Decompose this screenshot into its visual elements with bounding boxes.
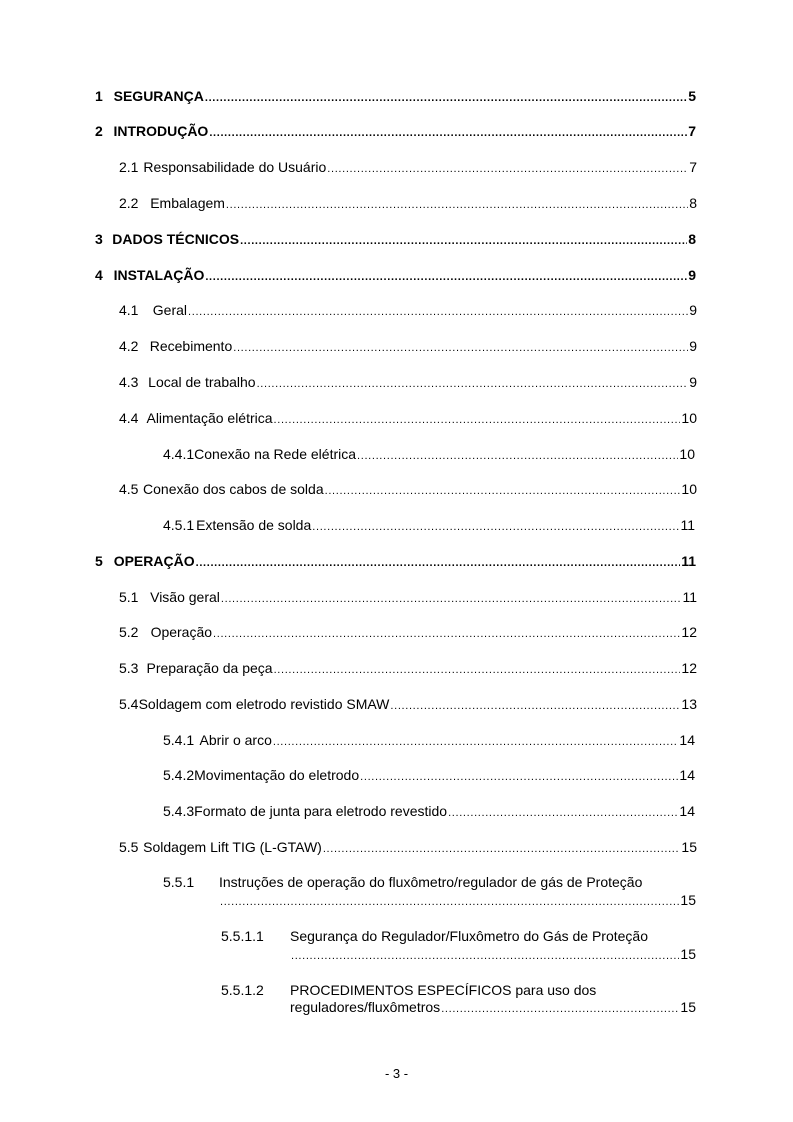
- toc-number: 4.5.1: [163, 517, 195, 533]
- toc-entry-5-3[interactable]: [119, 660, 697, 679]
- toc-entry-4-4-1[interactable]: [163, 446, 695, 465]
- dot-leader: [390, 698, 680, 715]
- toc-title: Preparação da peça: [146, 660, 273, 676]
- dot-leader: [325, 483, 681, 500]
- toc-title: INSTALAÇÃO: [113, 267, 205, 283]
- dot-leader: [448, 805, 678, 822]
- dot-leader: [273, 734, 679, 751]
- toc-number: 5.2: [119, 624, 139, 640]
- dot-leader: [327, 161, 688, 178]
- toc-title: Instruções de operação do fluxômetro/regulador de gás de Proteção: [219, 874, 643, 890]
- toc-page: 5: [688, 88, 696, 104]
- toc-entry-3[interactable]: [95, 231, 696, 250]
- dot-leader: [312, 519, 679, 536]
- toc-page: 9: [689, 302, 697, 318]
- toc-page: 10: [681, 481, 697, 497]
- toc-entry-4-5[interactable]: [119, 481, 697, 500]
- toc-number: 4.2: [119, 338, 139, 354]
- dot-leader: [205, 269, 687, 286]
- dot-leader: [188, 304, 688, 321]
- toc-page: 9: [689, 374, 697, 390]
- dot-leader: [441, 1001, 679, 1018]
- toc-number: 2: [95, 123, 103, 139]
- toc-page: 15: [680, 946, 696, 962]
- toc-page: 13: [681, 696, 697, 712]
- toc-title: DADOS TÉCNICOS: [112, 231, 240, 247]
- toc-title: Conexão dos cabos de solda: [143, 481, 324, 497]
- toc-entry-4-3[interactable]: [119, 374, 697, 393]
- toc-title: Extensão de solda: [196, 517, 312, 533]
- toc-number: 2.1: [119, 159, 139, 175]
- dot-leader: [291, 948, 679, 965]
- toc-entry-5-4[interactable]: [119, 696, 697, 715]
- toc-title: SEGURANÇA: [113, 88, 204, 104]
- dot-leader: [257, 376, 689, 393]
- toc-number: 5.5: [119, 839, 139, 855]
- toc-number: 5.4.3: [163, 803, 195, 819]
- toc-page: 9: [688, 267, 696, 283]
- toc-page: 10: [681, 410, 697, 426]
- toc-title: Visão geral: [150, 589, 220, 605]
- toc-number: 2.2: [119, 195, 139, 211]
- toc-page: 14: [679, 803, 695, 819]
- toc-number: 5.4: [119, 696, 139, 712]
- toc-page: 11: [682, 589, 697, 605]
- toc-page: 8: [688, 231, 696, 247]
- toc-title: Formato de junta para eletrodo revestido: [194, 803, 448, 819]
- toc-number: 5.4.2: [163, 767, 195, 783]
- toc-entry-5-5-1-leader[interactable]: [219, 892, 696, 911]
- toc-entry-4-2[interactable]: [119, 338, 697, 357]
- toc-page: 7: [688, 123, 696, 139]
- toc-page: 15: [681, 839, 697, 855]
- toc-entry-4-4[interactable]: [119, 410, 697, 429]
- toc-number: 5.4.1: [163, 732, 195, 748]
- dot-leader: [226, 197, 688, 214]
- toc-title: Movimentação do eletrodo: [194, 767, 360, 783]
- toc-entry-5-5-1-1-leader[interactable]: [290, 946, 696, 965]
- toc-entry-1[interactable]: [95, 88, 696, 107]
- toc-entry-5-1[interactable]: [119, 589, 697, 608]
- toc-number: 5.5.1.2: [221, 982, 264, 998]
- toc-page: 15: [680, 892, 696, 908]
- dot-leader: [220, 894, 679, 911]
- toc-title: OPERAÇÃO: [113, 553, 195, 569]
- dot-leader: [196, 555, 681, 572]
- toc-number: 3: [95, 231, 103, 247]
- toc-entry-2-1[interactable]: [119, 159, 697, 178]
- toc-title: Conexão na Rede elétrica: [194, 446, 357, 462]
- dot-leader: [360, 769, 678, 786]
- toc-page: 15: [680, 999, 696, 1015]
- toc-page: 12: [681, 660, 697, 676]
- toc-entry-5-4-1[interactable]: [163, 732, 695, 751]
- toc-number: 5.3: [119, 660, 139, 676]
- page-number-footer: - 3 -: [384, 1066, 409, 1081]
- toc-title: Embalagem: [150, 195, 225, 211]
- dot-leader: [209, 125, 687, 142]
- toc-number: 5.1: [119, 589, 139, 605]
- toc-number: 4.5: [119, 481, 139, 497]
- dot-leader: [213, 626, 680, 643]
- toc-page: 14: [679, 767, 695, 783]
- dot-leader: [205, 90, 687, 107]
- toc-page: 14: [679, 732, 695, 748]
- toc-title: Alimentação elétrica: [146, 410, 273, 426]
- dot-leader: [323, 841, 681, 858]
- toc-title: PROCEDIMENTOS ESPECÍFICOS para uso dos: [290, 982, 597, 998]
- toc-entry-4-5-1[interactable]: [163, 517, 695, 536]
- toc-page: 7: [689, 159, 697, 175]
- toc-page: 8: [689, 195, 697, 211]
- toc-entry-5-5-1[interactable]: [163, 874, 642, 891]
- toc-entry-2[interactable]: [95, 123, 696, 142]
- dot-leader: [274, 412, 681, 429]
- toc-page: 12: [681, 624, 697, 640]
- toc-title: Soldagem com eletrodo revistido SMAW: [138, 696, 390, 712]
- dot-leader: [233, 340, 688, 357]
- toc-title: Local de trabalho: [148, 374, 256, 390]
- toc-title: Abrir o arco: [199, 732, 272, 748]
- toc-number: 4.3: [119, 374, 139, 390]
- toc-title-continued: reguladores/fluxômetros: [290, 999, 441, 1015]
- toc-entry-4-1[interactable]: [119, 302, 697, 321]
- dot-leader: [221, 591, 682, 608]
- toc-number: 4: [95, 267, 103, 283]
- toc-number: 5: [95, 553, 103, 569]
- toc-entry-5-5-1-2-line2[interactable]: [290, 999, 696, 1018]
- toc-number: 4.4.1: [163, 446, 195, 462]
- toc-title: Segurança do Regulador/Fluxômetro do Gás de Proteção: [290, 928, 648, 944]
- dot-leader: [357, 448, 678, 465]
- toc-entry-5[interactable]: [95, 553, 696, 572]
- toc-number: 1: [95, 88, 103, 104]
- dot-leader: [240, 233, 687, 250]
- toc-title: Operação: [150, 624, 213, 640]
- toc-page: 11: [681, 553, 696, 569]
- toc-title: Soldagem Lift TIG (L-GTAW): [143, 839, 322, 855]
- toc-page: 11: [680, 517, 695, 533]
- toc-page: 9: [689, 338, 697, 354]
- dot-leader: [274, 662, 681, 679]
- toc-entry-5-5-1-1[interactable]: [221, 928, 648, 945]
- toc-number: 4.1: [119, 302, 139, 318]
- toc-page: 10: [679, 446, 695, 462]
- toc-entry-4[interactable]: [95, 267, 696, 286]
- toc-entry-5-4-3[interactable]: [163, 803, 695, 822]
- toc-entry-5-2[interactable]: [119, 624, 697, 643]
- toc-number: 5.5.1.1: [221, 928, 264, 944]
- toc-title: INTRODUÇÃO: [113, 123, 209, 139]
- toc-title: Geral: [152, 302, 188, 318]
- toc-number: 5.5.1: [163, 874, 195, 890]
- toc-entry-5-4-2[interactable]: [163, 767, 695, 786]
- toc-number: 4.4: [119, 410, 139, 426]
- toc-title: Responsabilidade do Usuário: [143, 159, 327, 175]
- toc-title: Recebimento: [149, 338, 233, 354]
- toc-entry-2-2[interactable]: [119, 195, 697, 214]
- toc-entry-5-5[interactable]: [119, 839, 697, 858]
- toc-entry-5-5-1-2[interactable]: [221, 982, 596, 999]
